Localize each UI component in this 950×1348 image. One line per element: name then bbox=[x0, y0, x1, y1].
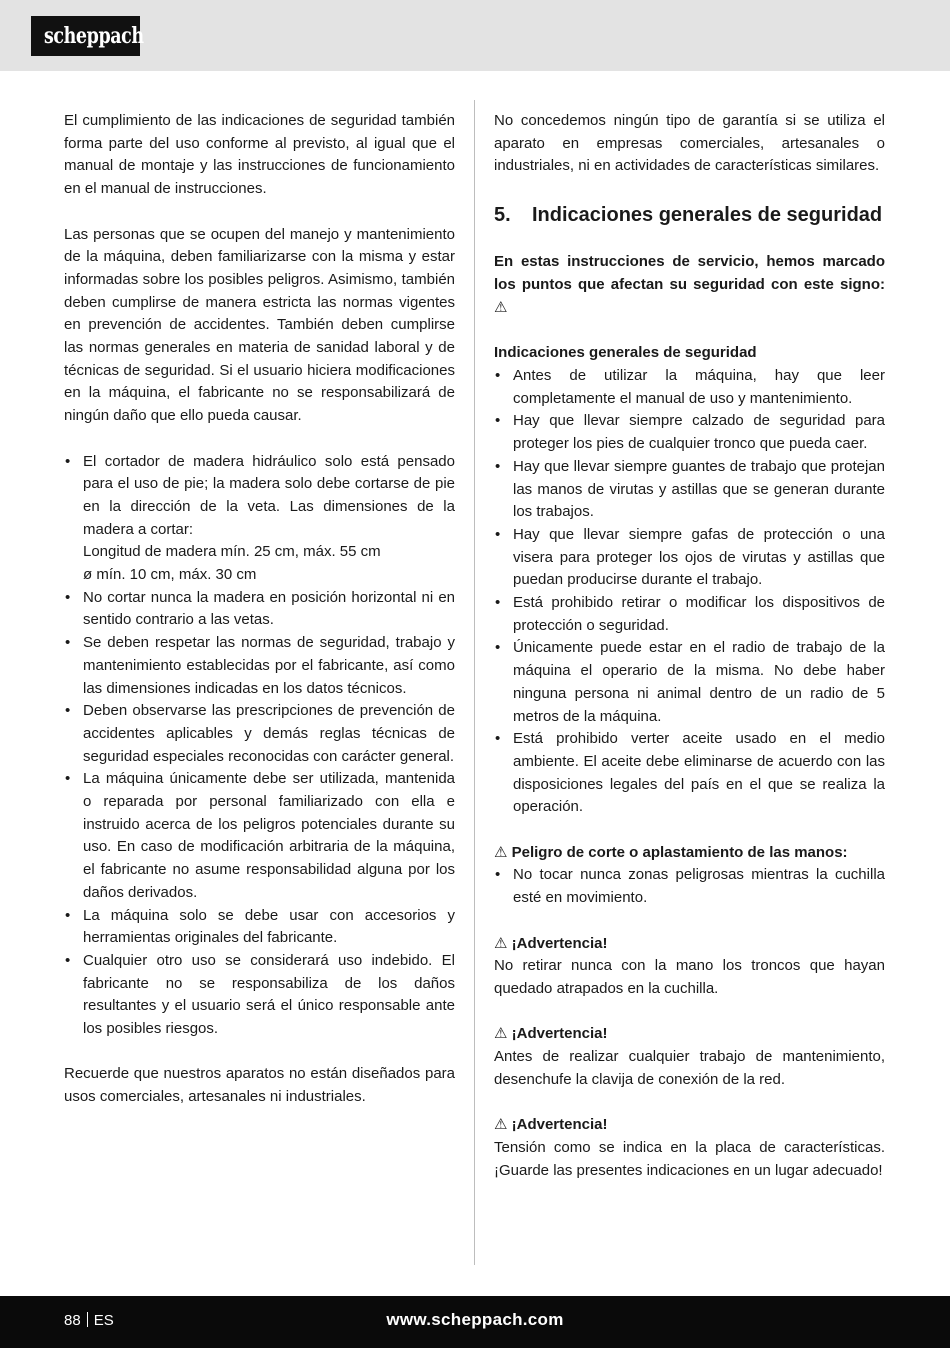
bullet-icon: • bbox=[495, 866, 501, 884]
page-header bbox=[0, 0, 950, 71]
list-item: • Se deben respetar las normas de seguridad, trabajo y mantenimiento establecidas por el fabricante, así como las dimensiones indicadas en los datos técnicos. bbox=[65, 634, 455, 697]
bullet-icon: • bbox=[65, 452, 71, 470]
bullet-icon: • bbox=[495, 525, 501, 543]
warning-heading: ⚠ ¡Advertencia! bbox=[494, 1025, 608, 1043]
bullet-icon: • bbox=[65, 634, 71, 652]
list-item: • La máquina solo se debe usar con accesorios y herramientas originales del fabricante. bbox=[65, 906, 455, 947]
bullet-icon: • bbox=[65, 951, 71, 969]
list-item: • No tocar nunca zonas peligrosas mientras la cuchilla esté en movimiento. bbox=[495, 866, 885, 907]
paragraph-operators: Las personas que se ocupen del manejo y mantenimiento de la máquina, deben familiarizarse con la misma y estar informadas sobre los posibles peligros. Asimismo, también deben cumplirse de manera estricta las normas vigentes en prevención de accidentes. También deben cumplirse las normas generales en materia de sanidad laboral y de técnicas de seguridad. Si el usuario hiciera modificaciones en la máquina, el fabricante no se responsabilizará de ningún daño que ello pueda causar. bbox=[64, 225, 455, 425]
list-item: • Antes de utilizar la máquina, hay que leer completamente el manual de uso y mantenimiento. bbox=[495, 366, 885, 407]
danger-heading: ⚠ Peligro de corte o aplastamiento de las manos: bbox=[494, 843, 848, 861]
bullet-icon: • bbox=[495, 412, 501, 430]
usage-bullet-list bbox=[64, 451, 455, 1041]
bullet-icon: • bbox=[495, 730, 501, 748]
warning-triangle-icon: ⚠ bbox=[494, 843, 508, 861]
website-url: www.scheppach.com bbox=[386, 1310, 564, 1329]
right-column bbox=[494, 110, 885, 1182]
danger-bullet-list bbox=[494, 864, 885, 909]
paragraph-intended-use: El cumplimiento de las indicaciones de seguridad también forma parte del uso conforme al previsto, al igual que el manual de montaje y las instrucciones de funcionamiento en el manual de instrucciones. bbox=[64, 112, 455, 198]
page-footer bbox=[0, 1296, 950, 1348]
list-item: • Únicamente puede estar en el radio de trabajo de la máquina el operario de la misma. No debe haber ninguna persona ni animal dentro de un radio de 5 metros de la máquina. bbox=[495, 639, 885, 725]
bullet-icon: • bbox=[495, 366, 501, 384]
bullet-icon: • bbox=[65, 770, 71, 788]
bullet-icon: • bbox=[65, 702, 71, 720]
bullet-icon: • bbox=[65, 906, 71, 924]
list-item: • Hay que llevar siempre gafas de protección o una visera para proteger los ojos de virutas y astillas que puedan producirse durante el trabajo. bbox=[495, 525, 885, 589]
warning-heading: ⚠ ¡Advertencia! bbox=[494, 934, 608, 952]
list-item: • La máquina únicamente debe ser utilizada, mantenida o reparada por personal familiarizado con ella e instruido acerca de los peligros potenciales durante su uso. En caso de modificación arbitraria de la máquina, el fabricante no asume responsabilidad alguna por los daños derivados. bbox=[65, 770, 455, 901]
warning-text: No retirar nunca con la mano los troncos que hayan quedado atrapados en la cuchilla. bbox=[494, 957, 885, 997]
warning-heading: ⚠ ¡Advertencia! bbox=[494, 1116, 608, 1134]
warning-text: Antes de realizar cualquier trabajo de mantenimiento, desenchufe la clavija de conexión de la red. bbox=[494, 1048, 885, 1088]
bullet-icon: • bbox=[495, 457, 501, 475]
list-item: • Está prohibido verter aceite usado en el medio ambiente. El aceite debe eliminarse de acuerdo con las disposiciones legales del país en el que se realiza la operación. bbox=[495, 730, 885, 816]
page-number: 88 bbox=[64, 1312, 81, 1329]
language-code: ES bbox=[93, 1312, 114, 1329]
list-item: • Está prohibido retirar o modificar los dispositivos de protección o seguridad. bbox=[495, 594, 885, 634]
bullet-icon: • bbox=[65, 588, 71, 606]
warning-triangle-icon: ⚠ bbox=[494, 1116, 508, 1134]
bullet-icon: • bbox=[495, 639, 501, 657]
list-item: • Hay que llevar siempre calzado de seguridad para proteger los pies de cualquier tronco que pueda caer. bbox=[495, 412, 885, 453]
section-heading bbox=[494, 201, 885, 229]
subheading: Indicaciones generales de seguridad bbox=[494, 344, 757, 362]
warning-triangle-icon: ⚠ bbox=[494, 934, 508, 952]
section-title: Indicaciones generales de seguridad bbox=[532, 203, 883, 226]
safety-bullet-list bbox=[494, 365, 885, 819]
safety-sign-intro: En estas instrucciones de servicio, hemos marcado los puntos que afectan su seguridad con este signo: ⚠ bbox=[494, 253, 885, 316]
section-number: 5. bbox=[494, 203, 511, 226]
list-item: • Cualquier otro uso se considerará uso indebido. El fabricante no se responsabiliza de los daños resultantes y el usuario será el único responsable ante los posibles riesgos. bbox=[65, 951, 455, 1038]
list-item: • Hay que llevar siempre guantes de trabajo que protejan las manos de virutas y astillas que se generan durante los trabajos. bbox=[495, 457, 885, 521]
warning-text: Tensión como se indica en la placa de características. ¡Guarde las presentes indicaciones en un lugar adecuado! bbox=[494, 1138, 885, 1179]
bullet-icon: • bbox=[495, 594, 501, 612]
list-item: • Deben observarse las prescripciones de prevención de accidentes aplicables y demás reglas técnicas de seguridad especiales reconocidas con carácter general. bbox=[65, 702, 455, 765]
paragraph-commercial-use: Recuerde que nuestros aparatos no están diseñados para usos comerciales, artesanales ni industriales. bbox=[64, 1065, 455, 1106]
warning-triangle-icon: ⚠ bbox=[494, 1025, 508, 1043]
paragraph-warranty: No concedemos ningún tipo de garantía si se utiliza el aparato en empresas comerciales, artesanales o industriales, ni en actividades de características similares. bbox=[494, 112, 885, 175]
list-item: • El cortador de madera hidráulico solo está pensado para el uso de pie; la madera solo debe cortarse de pie en la dirección de la veta. Las dimensiones de la madera a cortar: Longitud de madera mín. 25 cm, máx. 55 cm ø mín. 10 cm, máx. 30 cm bbox=[65, 452, 455, 584]
column-divider bbox=[474, 100, 475, 1265]
left-column bbox=[64, 110, 455, 1109]
list-item: • No cortar nunca la madera en posición horizontal ni en sentido contrario a las vetas. bbox=[65, 588, 455, 629]
scheppach-logo: scheppach bbox=[31, 16, 140, 56]
